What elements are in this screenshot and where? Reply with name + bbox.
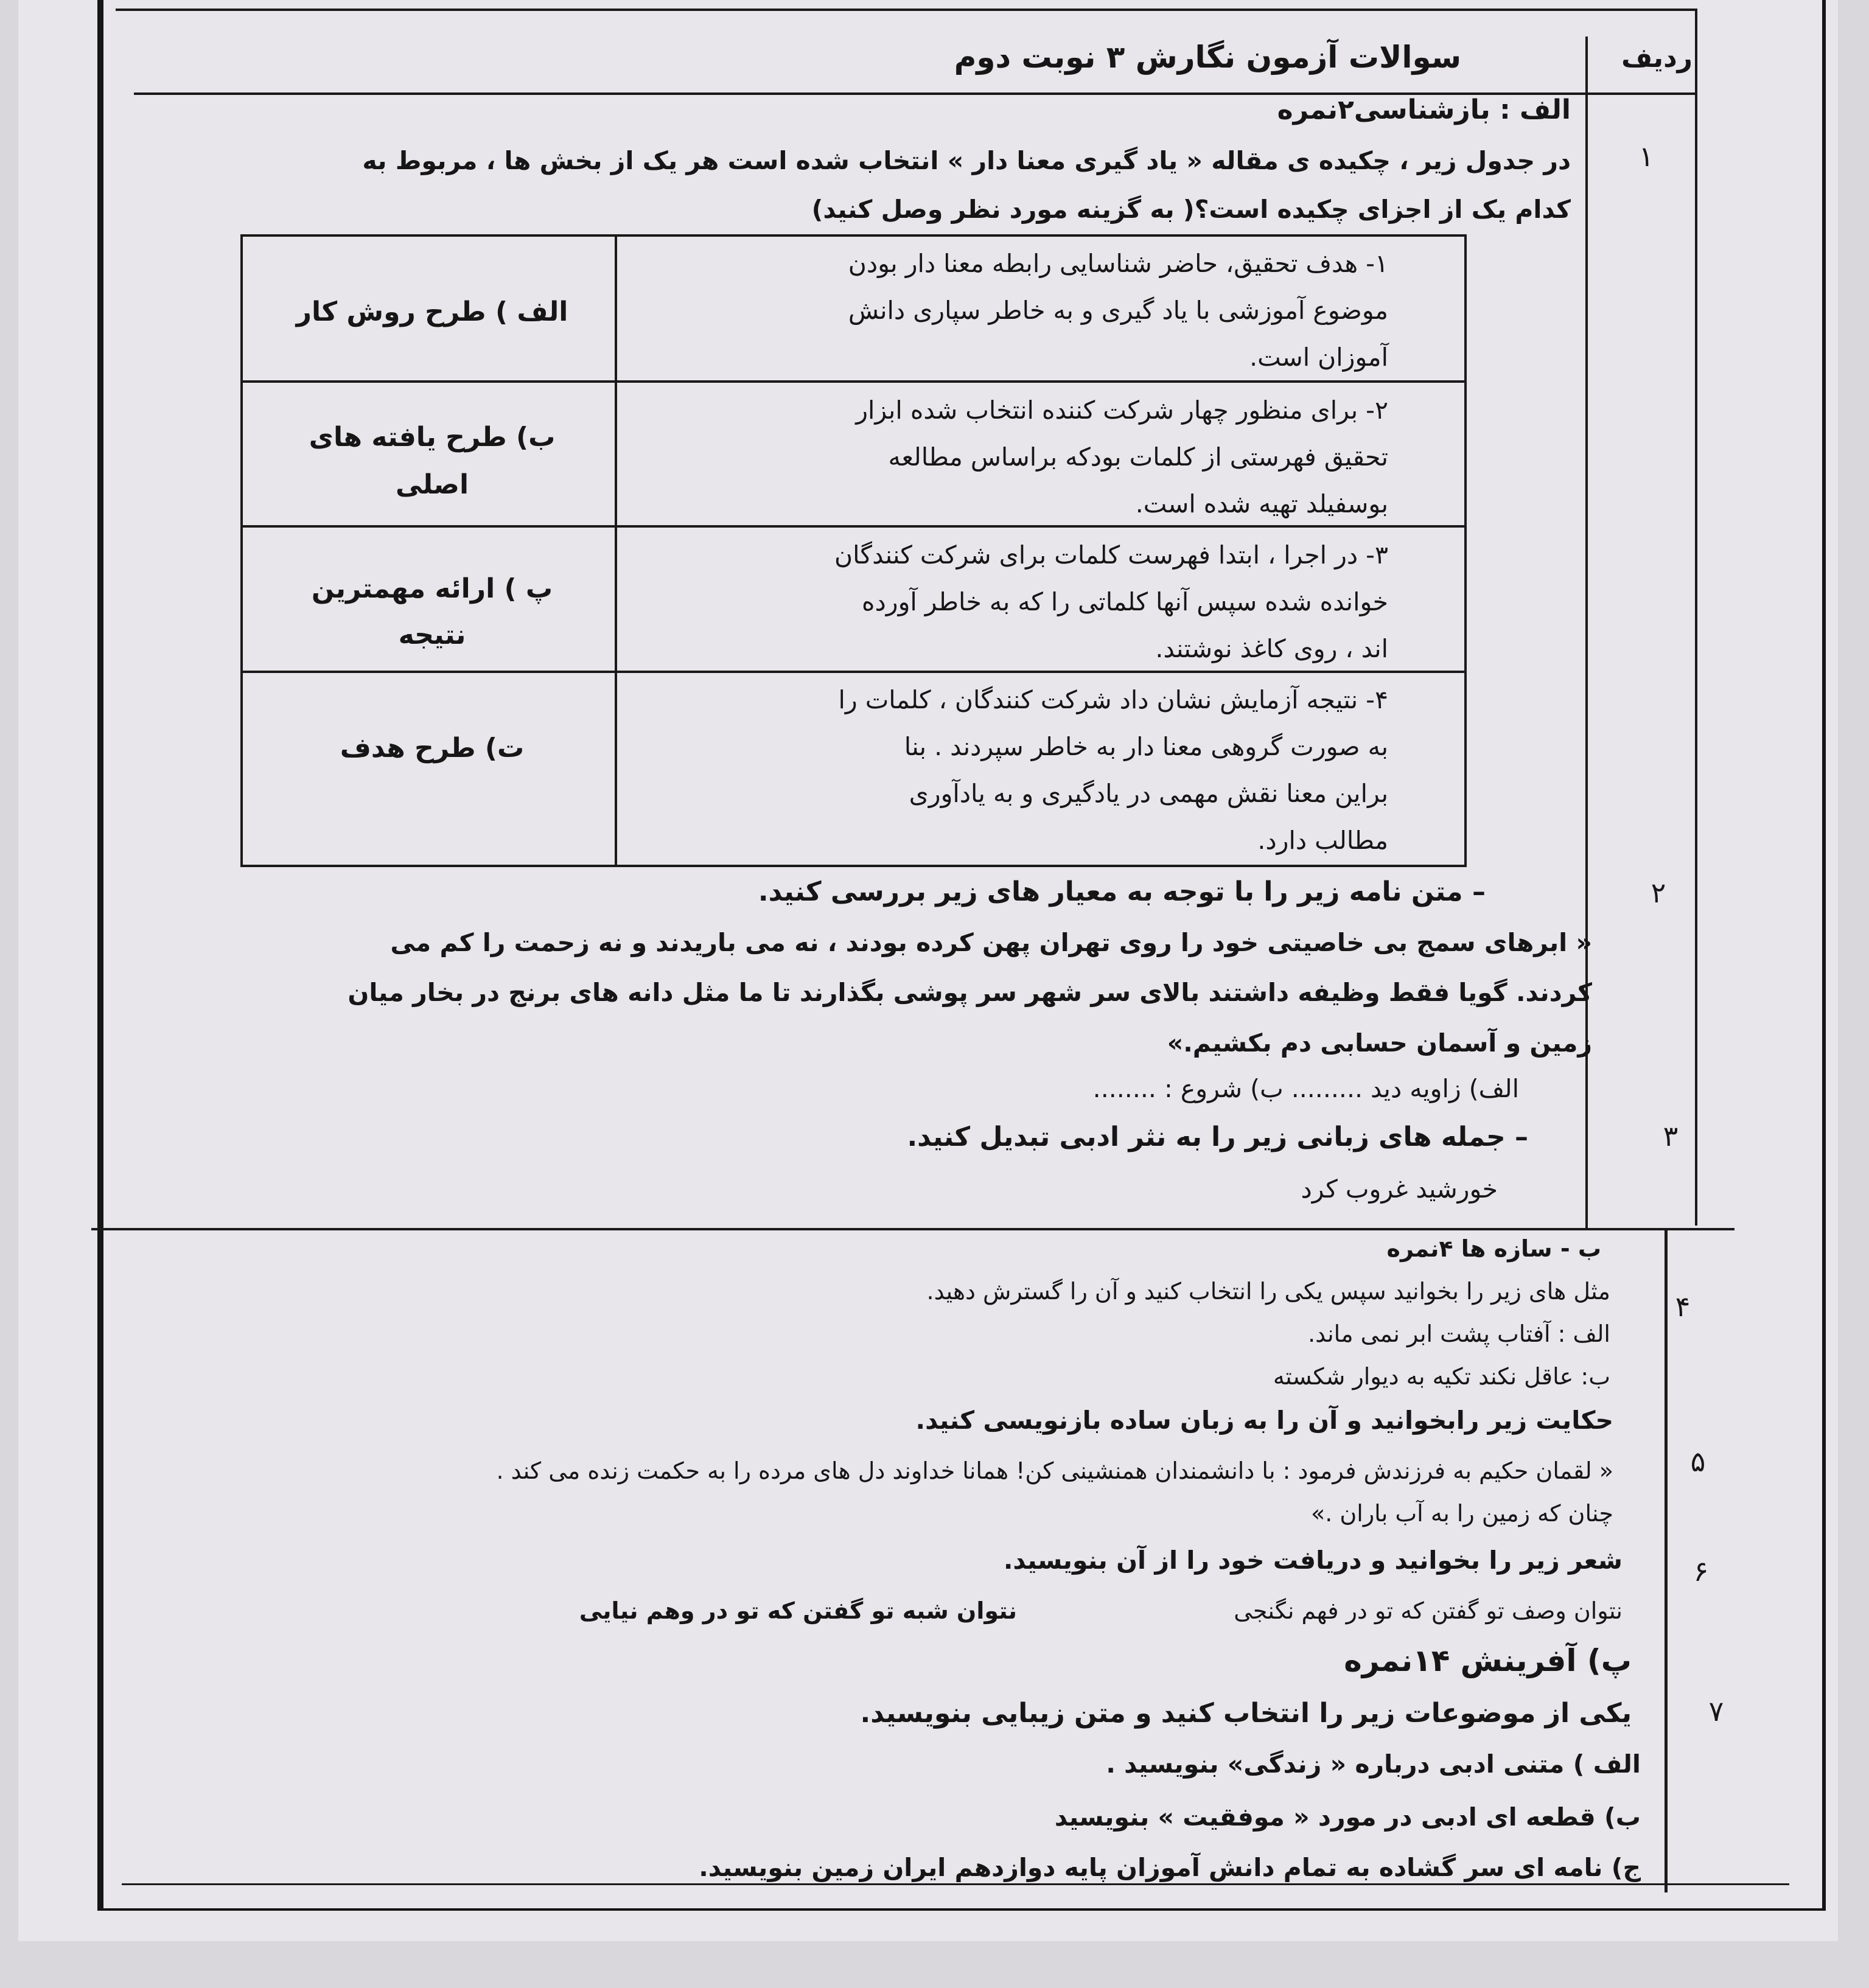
table-cell-line: بوسفیلد تهیه شده است. — [1135, 489, 1388, 518]
table-cell-line: ۴- نتیجه آزمایش نشان داد شرکت کنندگان ، کلمات را — [838, 685, 1388, 714]
option-label[interactable]: ب) طرح یافته های اصلی — [309, 422, 556, 500]
q2-text-line: کردند. گویا فقط وظیفه داشتند بالای سر شهر سر پوشی بگذارند تا ما مثل دانه های برنج در بخار میان — [348, 978, 1592, 1007]
q2-title: – متن نامه زیر را با توجه به معیار های زیر بررسی کنید. — [758, 876, 1486, 907]
q6-title: شعر زیر را بخوانید و دریافت خود را از آن بنویسید. — [1003, 1546, 1623, 1575]
row-column-divider-lower — [1665, 1229, 1668, 1892]
table-row — [856, 387, 1388, 528]
right-margin-line — [1695, 9, 1697, 1226]
option-label[interactable]: ت) طرح هدف — [340, 733, 525, 764]
q7-title: یکی از موضوعات زیر را انتخاب کنید و متن زیبایی بنویسید. — [860, 1698, 1632, 1729]
q7-option-line: ج) نامه ای سر گشاده به تمام دانش آموزان پایه دوازدهم ایران زمین بنویسید. — [699, 1853, 1641, 1882]
question-number: ۴ — [1675, 1290, 1691, 1323]
q5-text-line: « لقمان حکیم به فرزندش فرمود : با دانشمندان همنشینی کن! همانا خداوند دل های مرده را به حکمت زنده می کند . — [496, 1457, 1613, 1484]
q4-text-line: ب: عاقل نکند تکیه به دیوار شکسته — [1273, 1363, 1610, 1390]
q1-text-line: کدام یک از اجزای چکیده است؟( به گزینه مورد نظر وصل کنید) — [811, 195, 1571, 224]
q5-title: حکایت زیر رابخوانید و آن را به زبان ساده بازنویسی کنید. — [915, 1406, 1613, 1435]
section-c-title: پ) آفرینش ۱۴نمره — [1344, 1643, 1632, 1678]
bottom-rule — [122, 1883, 1789, 1885]
q7-option-line: ب) قطعه ای ادبی در مورد « موفقیت » بنویسید — [1054, 1802, 1641, 1832]
table-cell-line: آموزان است. — [1249, 343, 1388, 372]
table-cell-line: اند ، روی کاغذ نوشتند. — [1155, 634, 1388, 663]
q4-text-line: الف : آفتاب پشت ابر نمی ماند. — [1308, 1320, 1610, 1347]
table-cell-line: ۱- هدف تحقیق، حاضر شناسایی رابطه معنا دار بودن — [848, 249, 1388, 278]
q3-sentence: خورشید غروب کرد — [1301, 1174, 1498, 1204]
header-top-line — [116, 9, 1695, 11]
section-a-title: الف : بازشناسی۲نمره — [1277, 94, 1571, 125]
table-cell-line: خوانده شده سپس آنها کلماتی را که به خاطر آورده — [862, 587, 1388, 616]
q7-option-line: الف ) متنی ادبی درباره « زندگی» بنویسید . — [1106, 1749, 1641, 1779]
table-cell-line: تحقیق فهرستی از کلمات بودکه براساس مطالعه — [888, 442, 1388, 472]
table-cell-line: مطالب دارد. — [1257, 826, 1388, 855]
section-b-divider — [91, 1228, 1735, 1230]
question-number: ۶ — [1693, 1555, 1709, 1588]
question-number: ۲ — [1651, 876, 1666, 909]
table-cell-line: براین معنا نقش مهمی در یادگیری و به یادآوری — [909, 779, 1388, 808]
q6-verse-right: نتوان وصف تو گفتن که تو در فهم نگنجی — [1234, 1597, 1623, 1624]
question-number: ۷ — [1708, 1695, 1724, 1728]
table-cell-line: ۳- در اجرا ، ابتدا فهرست کلمات برای شرکت کنندگان — [834, 540, 1388, 570]
row-column-label: ردیف — [1621, 43, 1693, 74]
question-number: ۵ — [1690, 1445, 1706, 1478]
option-label[interactable]: پ ) ارائه مهمترین نتیجه — [311, 573, 553, 650]
q4-text-line: مثل های زیر را بخوانید سپس یکی را انتخاب کنید و آن را گسترش دهید. — [926, 1278, 1610, 1305]
page-title: سوالات آزمون نگارش ۳ نوبت دوم — [954, 40, 1461, 75]
table-row — [848, 240, 1388, 381]
q5-text-line: چنان که زمین را به آب باران .» — [1310, 1500, 1613, 1527]
section-b-title: ب - سازه ها ۴نمره — [1386, 1235, 1601, 1262]
q2-answer-fields[interactable]: الف) زاویه دید ......... ب) شروع : ........ — [1092, 1074, 1519, 1103]
table-cell-line: موضوع آموزشی با یاد گیری و به خاطر سپاری دانش — [848, 296, 1388, 325]
table-column-divider — [615, 234, 617, 867]
q2-text-line: « ابرهای سمج بی خاصیتی خود را روی تهران پهن کرده بودند ، نه می باریدند و نه زحمت را کم می — [390, 928, 1592, 957]
q3-title: – جمله های زبانی زیر را به نثر ادبی تبدیل کنید. — [907, 1121, 1528, 1153]
q1-text-line: در جدول زیر ، چکیده ی مقاله « یاد گیری معنا دار » انتخاب شده است هر یک از بخش ها ، مربوط به — [362, 146, 1571, 175]
q2-text-line: زمین و آسمان حسابی دم بکشیم.» — [1167, 1028, 1592, 1058]
option-label[interactable]: الف ) طرح روش کار — [296, 296, 568, 327]
table-row — [838, 677, 1388, 864]
q6-verse-left: نتوان شبه تو گفتن که تو در وهم نیایی — [579, 1597, 1017, 1624]
table-cell-line: ۲- برای منظور چهار شرکت کننده انتخاب شده ابزار — [856, 396, 1388, 425]
table-row — [834, 532, 1388, 672]
question-number: ۳ — [1663, 1120, 1679, 1153]
question-number: ۱ — [1638, 140, 1654, 173]
table-cell-line: به صورت گروهی معنا دار به خاطر سپردند . بنا — [904, 732, 1388, 761]
